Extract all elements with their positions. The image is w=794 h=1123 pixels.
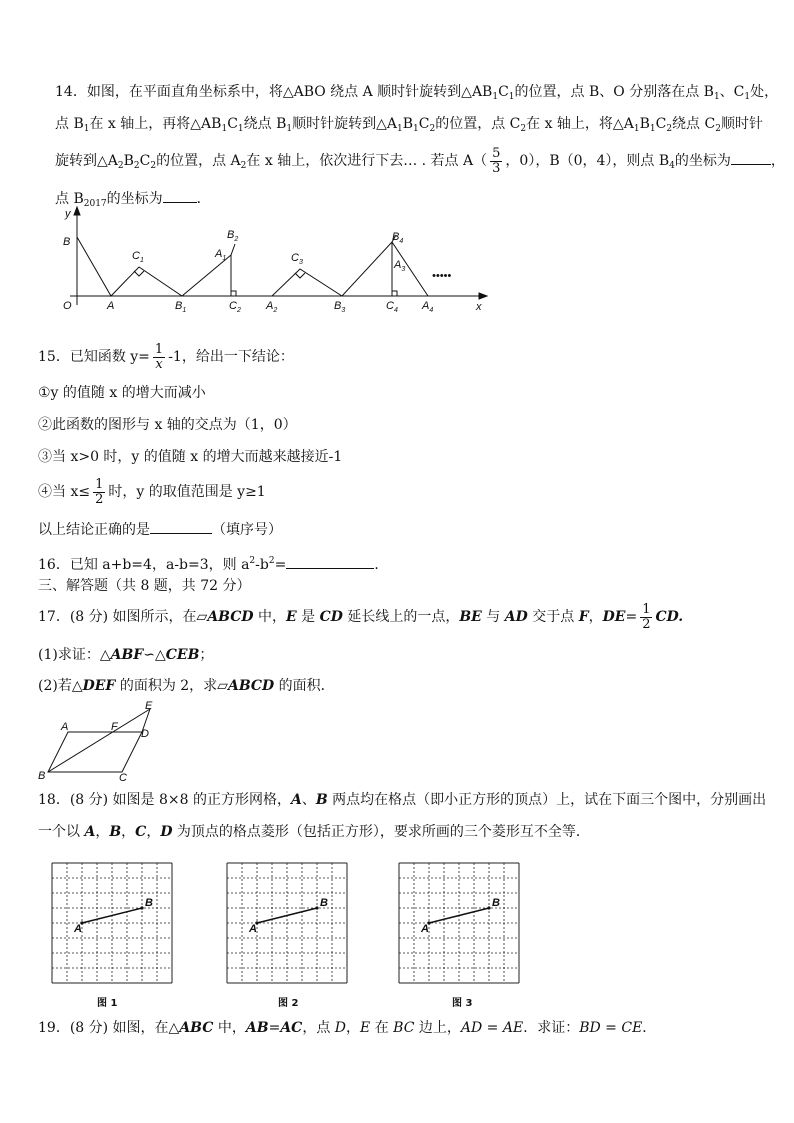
label-B: B [38, 770, 46, 782]
grid-figure-2[interactable] [222, 858, 352, 988]
q15-conclusion-1: ①y 的值随 x 的增大而减小 [38, 385, 206, 401]
grid-figure-3[interactable] [394, 858, 524, 988]
label-A2: $A_2$ [266, 300, 278, 314]
parallelogram-abcd [48, 732, 142, 772]
lattice-point [315, 906, 318, 909]
label-x: x [476, 301, 482, 313]
q15-conclusion-3: ③当 x>0 时，y 的值随 x 的增大而越来越接近-1 [38, 449, 343, 465]
q15-stem: 15．已知函数 y= $\frac{1}{x}$ -1，给出一下结论： [38, 341, 294, 372]
triangle-paths [77, 235, 428, 296]
fraction-1-2-q17: $\frac{1}{2}$ [642, 601, 651, 632]
label-D: D [141, 728, 149, 740]
label-B: B [63, 236, 71, 248]
label-O: O [63, 300, 72, 312]
label-C: C [119, 772, 127, 784]
q17-part-2: (2)若△DEF 的面积为 2，求▱ABCD 的面积． [38, 678, 335, 694]
label-C1: $C_1$ [132, 250, 144, 264]
caption-figure-2: 图 2 [278, 998, 299, 1009]
lattice-point [140, 906, 143, 909]
label-A1: $A_1$ [215, 248, 227, 262]
q15-conclusion-4: ④当 x≤ $\frac{1}{2}$ 时，y 的取值范围是 y≥1 [38, 476, 266, 507]
q14-line-4: 点 $B_{2017}$的坐标为 ． [55, 188, 211, 214]
label-F: F [111, 721, 118, 733]
q19-line: 19．(8 分) 如图，在△ABC 中，AB=AC，点 D，E 在 BC 边上，AD = AE．求证：BD = CE． [38, 1020, 657, 1036]
grid-figure-1[interactable] [47, 858, 177, 988]
section-3-title: 三、解答题（共 8 题，共 72 分） [38, 578, 251, 594]
q17-stem: 17．(8 分) 如图所示，在▱ABCD 中，E 是 CD 延长线上的一点，BE 与 AD 交于点 F，DE= $\frac{1}{2}$ CD. [38, 601, 684, 632]
lattice-point [487, 906, 490, 909]
label-C4: $C_4$ [386, 300, 398, 314]
right-angle-marks [134, 271, 397, 296]
parallelogram-figure [36, 700, 166, 785]
label-A: A [421, 923, 429, 935]
answer-blank-b2017[interactable] [163, 188, 197, 203]
q18-line-1: 18．(8 分) 如图是 8×8 的正方形网格，A、B 两点均在格点（即小正方形的顶点）上，试在下面三个图中，分别画出 [38, 792, 767, 808]
caption-figure-3: 图 3 [452, 998, 473, 1009]
q15-answer: 以上结论正确的是 （填序号） [38, 519, 282, 540]
label-A: A [107, 300, 115, 312]
label-A: A [61, 721, 69, 733]
label-A3: $A_3$ [394, 259, 406, 273]
label-E: E [145, 700, 153, 712]
rotation-figure [55, 205, 495, 315]
q14-line-3: 旋转到$\triangle A_2B_2C_2$的位置，点 $A_2$在 x 轴上，依次进行下去… . 若点 A（ $\frac{5}{3}$ ，0），B（0，4），则点 $B_4$的坐标为 ， [55, 145, 785, 176]
q15-conclusion-2: ②此函数的图形与 x 轴的交点为（1，0） [38, 417, 297, 433]
label-B3: $B_3$ [334, 300, 346, 314]
label-C3: $C_3$ [291, 252, 303, 266]
y-axis-arrow [74, 207, 80, 215]
label-A: A [249, 923, 257, 935]
caption-figure-1: 图 1 [97, 998, 118, 1009]
answer-blank-b4[interactable] [731, 150, 771, 165]
x-axis-arrow [479, 293, 487, 299]
q14-line-2: 点 $B_1$在 x 轴上，再将$\triangle AB_1C_1$绕点 $B_1$顺时针旋转到$\triangle A_1B_1C_2$的位置，点 $C_2$在 x 轴上，将$\triangle A_1B_1C_2$绕点 $C_2$顺时针 [55, 116, 763, 134]
label-C2: $C_2$ [229, 300, 241, 314]
continuation-dots: ••••• [432, 270, 452, 282]
q16-line: 16．已知 a+b=4，a-b=3，则 $a^2-b^2=$ ． [38, 556, 389, 573]
label-B1: $B_1$ [175, 300, 187, 314]
fraction-1-x: $\frac{1}{x}$ [154, 341, 164, 372]
label-y: y [65, 208, 71, 220]
label-B2: $B_2$ [227, 229, 239, 243]
label-A: A [74, 923, 82, 935]
fraction-1-2: $\frac{1}{2}$ [95, 476, 104, 507]
answer-blank-q15[interactable] [150, 519, 212, 534]
label-B: B [320, 897, 328, 909]
label-B: B [492, 897, 500, 909]
q18-line-2: 一个以 A，B，C，D 为顶点的格点菱形（包括正方形），要求所画的三个菱形互不全等． [38, 824, 590, 840]
fraction-5-3: $\frac{5}{3}$ [492, 145, 501, 176]
q17-part-1: (1)求证：△ABF∽△CEB； [38, 647, 214, 663]
label-B: B [145, 897, 153, 909]
q14-line-1: 14．如图，在平面直角坐标系中，将△ABO 绕点 A 顺时针旋转到$\triangle AB_1C_1$的位置，点 B、O 分别落在点 $B_1$、$C_1$处， [55, 84, 779, 102]
answer-blank-q16[interactable] [286, 554, 374, 569]
label-A4: $A_4$ [422, 300, 434, 314]
label-B4: $B_4$ [392, 231, 404, 245]
